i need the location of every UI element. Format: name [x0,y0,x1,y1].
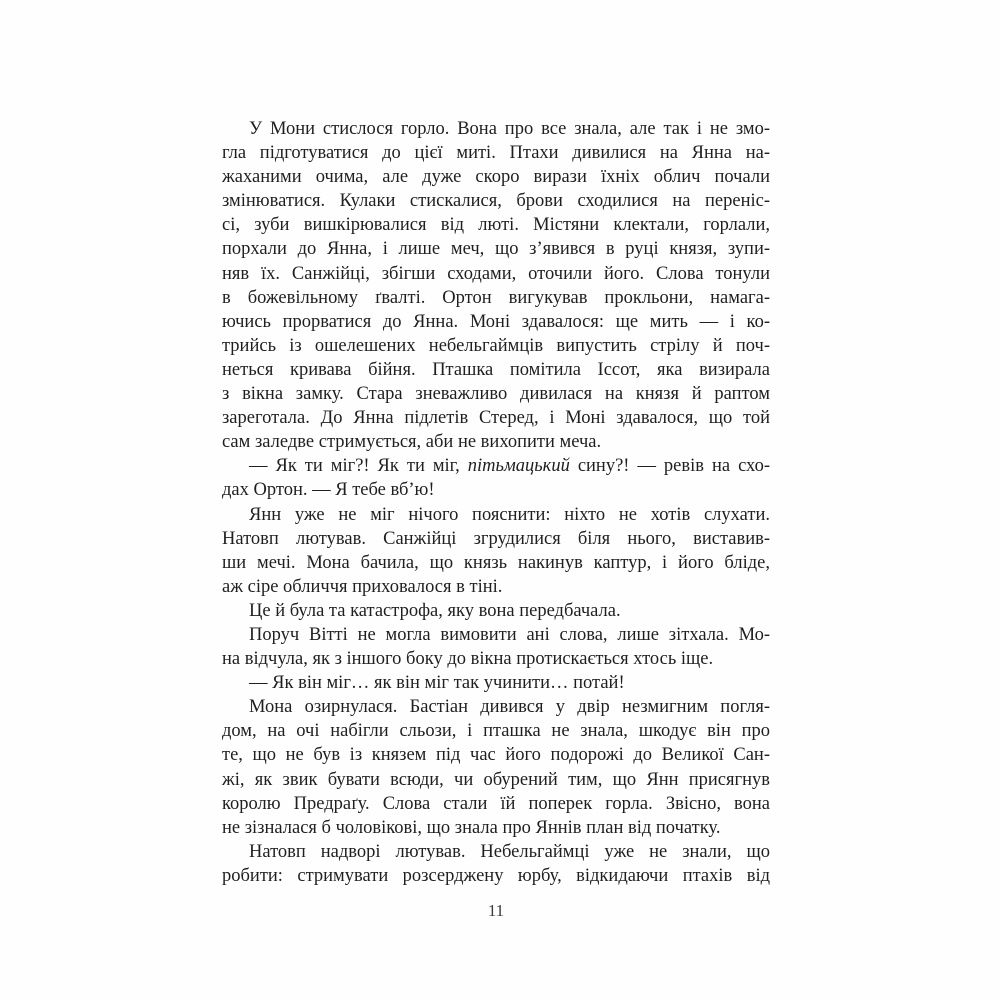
text-line: Натовп лютував. Санжійці згрудилися біля нього, виставив- [222,528,770,549]
paragraph-6-dialog [222,671,770,695]
text-line: Натовп надворі лютував. Небельгаймці уже не знали, що [249,841,770,862]
paragraph-4 [222,599,770,623]
text-line: Мона озирнулася. Бастіан дивився у двір незмигним погля- [249,697,770,718]
text-line: королю Предраґу. Слова стали їй поперек горла. Звісно, вона [222,793,770,814]
text-line: не зізналася б чоловікові, що знала про Яннів план від початку. [222,817,721,838]
text-line: змінюватися. Кулаки стискалися, брови сходилися на переніс- [222,191,770,212]
text-line: на відчула, як з іншого боку до вікна протискається хтось іще. [222,649,714,670]
dialog-text: сину?! — ревів на схо- [569,456,770,477]
text-line: У Мони стислося горло. Вона про все знала, але так і не змо- [249,119,770,139]
text-line: жаханими очима, але дуже скоро вирази їхніх облич почали [222,167,770,188]
text-line [222,454,770,478]
text-line: зареготала. До Янна підлетів Стеред, і Моні здавалося, що той [222,408,770,429]
text-line: те, що не був із князем під час його подорожі до Великої Сан- [222,745,770,766]
text-line: аж сіре обличчя приховалося в тіні. [222,576,503,597]
text-line: дах Ортон. — Я тебе вб’ю! [222,480,435,501]
text-block [222,117,770,888]
dialog-text: — Як ти міг?! Як ти міг, [249,456,468,477]
page-number: 11 [487,901,505,920]
text-line: з вікна замку. Стара зневажливо дивилася на князя й раптом [222,384,770,405]
paragraph-3 [222,503,770,599]
text-line: ши мечі. Мона бачила, що князь накинув каптур, і його бліде, [222,552,770,573]
text-line: трийсь із ошелешених небельгаймців випустить стрілу й поч- [222,335,770,356]
text-line: неться кривава бійня. Пташка помітила Іссот, яка визирала [222,359,770,380]
paragraph-1 [222,117,770,454]
text-line: в божевільному ґвалті. Ортон вигукував прокльони, намага- [222,287,770,308]
text-line: Янн уже не міг нічого пояснити: ніхто не хотів слухати. [249,504,770,525]
text-line: сі, зуби вишкірювалися від люті. Містяни клектали, горлали, [222,215,770,236]
paragraph-8 [222,840,770,888]
text-line: ючись прорватися до Янна. Моні здавалося: ще мить — і ко- [222,311,770,332]
text-line: дом, на очі набігли сльози, і пташка не знала, шкодує він про [222,721,770,742]
text-line: няв їх. Санжійці, збігши сходами, оточили його. Слова тонули [222,263,770,284]
text-line: гла підготуватися до цієї миті. Птахи дивилися на Янна на- [222,143,770,164]
text-line: сам заледве стримується, аби не вихопити меча. [222,432,602,453]
text-line: жі, як звик бувати всюди, чи обурений тим, що Янн присягнув [222,769,770,790]
paragraph-2-dialog [222,454,770,502]
text-line: Це й була та катастрофа, яку вона передбачала. [249,600,621,621]
paragraph-7 [222,695,770,840]
paragraph-5 [222,623,770,671]
text-line: порхали до Янна, і лише меч, що з’явився в руці князя, зупи- [222,239,770,260]
italic-word: пітьмацький [467,456,570,477]
text-line: робити: стримувати розсерджену юрбу, відкидаючи птахів від [222,865,770,886]
text-line: Поруч Вітті не могла вимовити ані слова, лише зітхала. Мо- [249,624,770,645]
text-line: — Як він міг… як він міг так учинити… потай! [249,673,625,694]
